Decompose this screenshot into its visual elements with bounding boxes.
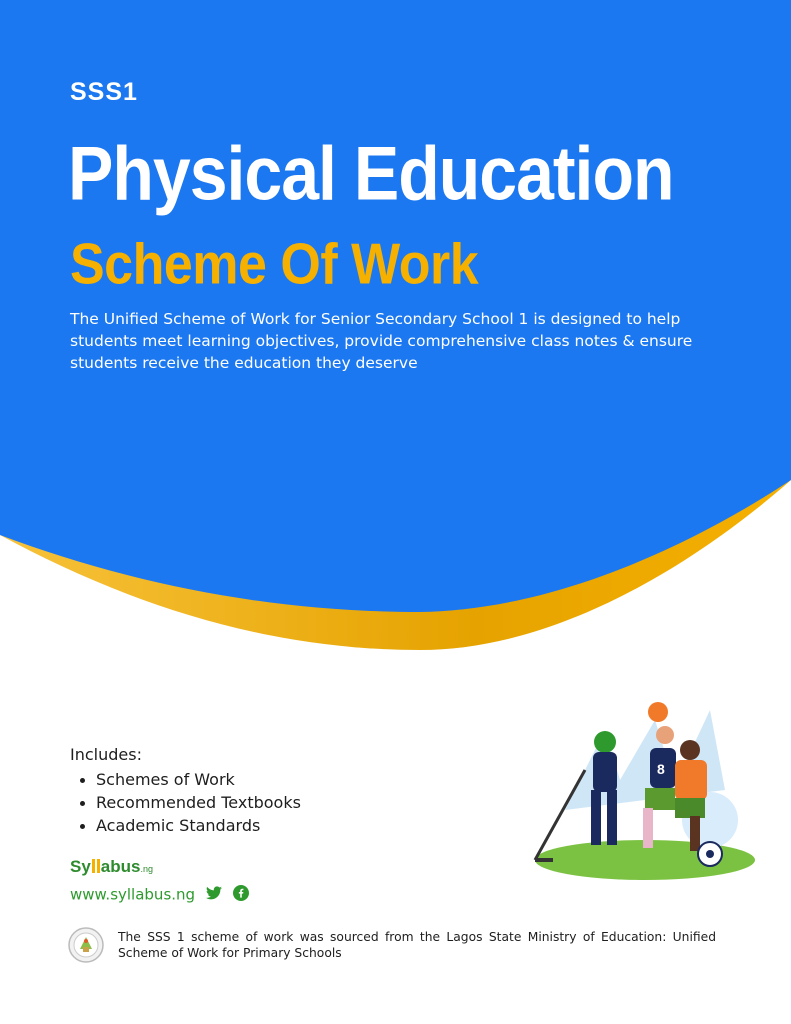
brand-logo [70,857,153,879]
list-item: Academic Standards [78,814,301,837]
source-note: The SSS 1 scheme of work was sourced from the Lagos State Ministry of Education: Unified Scheme of Work for Primary Schools [118,930,716,960]
logo-bar [97,859,100,873]
page-subtitle: Scheme Of Work [70,233,479,297]
brand-logo-text-end: abus [100,857,141,876]
svg-text:8: 8 [657,761,665,777]
class-level: SSS1 [70,78,138,106]
brand-logo-suffix: .ng [140,864,153,874]
list-item: Schemes of Work [78,768,301,791]
brand-logo-text: Sy [70,857,91,876]
page-title: Physical Education [68,131,674,217]
athletes-illustration [525,690,760,890]
lagos-state-seal [68,927,104,963]
website-row [70,884,249,906]
cover-description: The Unified Scheme of Work for Senior Secondary School 1 is designed to help students meet learning objectives, provide comprehensive class notes & ensure students receive the education they deserve [70,310,693,372]
list-item: Recommended Textbooks [78,791,301,814]
includes-list [78,768,301,837]
website-link[interactable]: www.syllabus.ng [70,885,196,904]
facebook-icon[interactable] [233,885,249,905]
logo-bar [92,859,95,873]
twitter-icon[interactable] [206,885,222,904]
includes-heading: Includes: [70,745,142,764]
